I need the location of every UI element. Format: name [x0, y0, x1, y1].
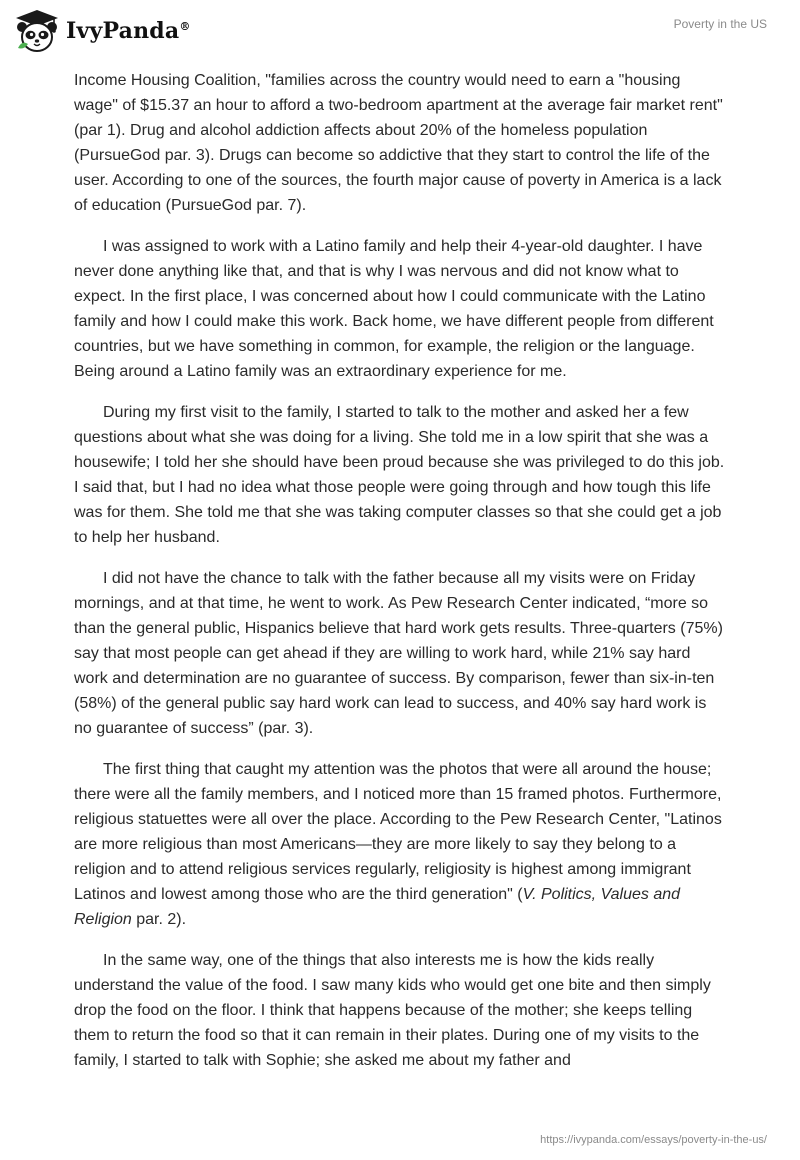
paragraph-5 [74, 757, 726, 932]
page-header [0, 0, 800, 64]
brand-name: IvyPanda® [66, 18, 191, 44]
paragraph-1: Income Housing Coalition, "families across the country would need to earn a "housing wage" of $15.37 an hour to afford a two-bedroom apartment at the average fair market rent" (par 1). Drug and alcohol addiction affects about 20% of the homeless population (PursueGod par. 3). Drugs can become so addictive that they start to control the life of the user. According to one of the sources, the fourth major cause of poverty in America is a lack of education (PursueGod par. 7). [74, 72, 723, 214]
paragraph-4: I did not have the chance to talk with the father because all my visits were on Friday mornings, and at that time, he went to work. As Pew Research Center indicated, “more so than the general public, Hispanics believe that hard work gets results. Three-quarters (75%) say that most people can get ahead if they are willing to work hard, while 21% say hard work and determination are no guarantee of success. By comparison, fewer than six-in-ten (58%) of the general public say hard work can lead to success, and 40% say hard work is no guarantee of success” (par. 3). [74, 570, 723, 737]
registered-mark: ® [179, 20, 191, 33]
paragraph-3: During my first visit to the family, I started to talk to the mother and asked her a few questions about what she was doing for a living. She told me in a low spirit that she was a housewife; I told her she should have been proud because she was privileged to do this job. I said that, but I had no idea what those people were going through and how tough this life was for them. She told me that she was taking computer classes so that she could get a job to help her husband. [74, 404, 725, 546]
paragraph-5-text: The first thing that caught my attention was the photos that were all around the house; there were all the family members, and I noticed more than 15 framed photos. Furthermore, religious statuettes were all over the place. According to the Pew Research Center, "Latinos are more religious than most Americans—they are more likely to say they belong to a religion and to attend religious services regularly, religiosity is highest among immigrant Latinos and lowest among those who are the third generation" ( [74, 761, 722, 903]
paragraph-2: I was assigned to work with a Latino family and help their 4-year-old daughter. I have never done anything like that, and that is why I was nervous and did not know what to expect. In the first place, I was concerned about how I could communicate with the Latino family and how I could make this work. Back home, we have different people from different countries, but we have something in common, for example, the religion or the language. Being around a Latino family was an extraordinary experience for me. [74, 238, 714, 380]
source-title: V. Politics, Values and Religion [74, 886, 681, 928]
document-title: Poverty in the US [673, 17, 767, 31]
essay-body [74, 68, 726, 1089]
ivypanda-logo[interactable] [14, 8, 191, 54]
panda-graduate-icon [14, 8, 60, 54]
paragraph-5-citation: par. 2). [131, 911, 187, 928]
source-url[interactable]: https://ivypanda.com/essays/poverty-in-the-us/ [540, 1134, 767, 1146]
paragraph-6: In the same way, one of the things that also interests me is how the kids really understand the value of the food. I saw many kids who would get one bite and then simply drop the food on the floor. I think that happens because of the mother; she keeps telling them to return the food so that it can remain in their plates. During one of my visits to the family, I started to talk with Sophie; she asked me about my father and [74, 952, 711, 1069]
